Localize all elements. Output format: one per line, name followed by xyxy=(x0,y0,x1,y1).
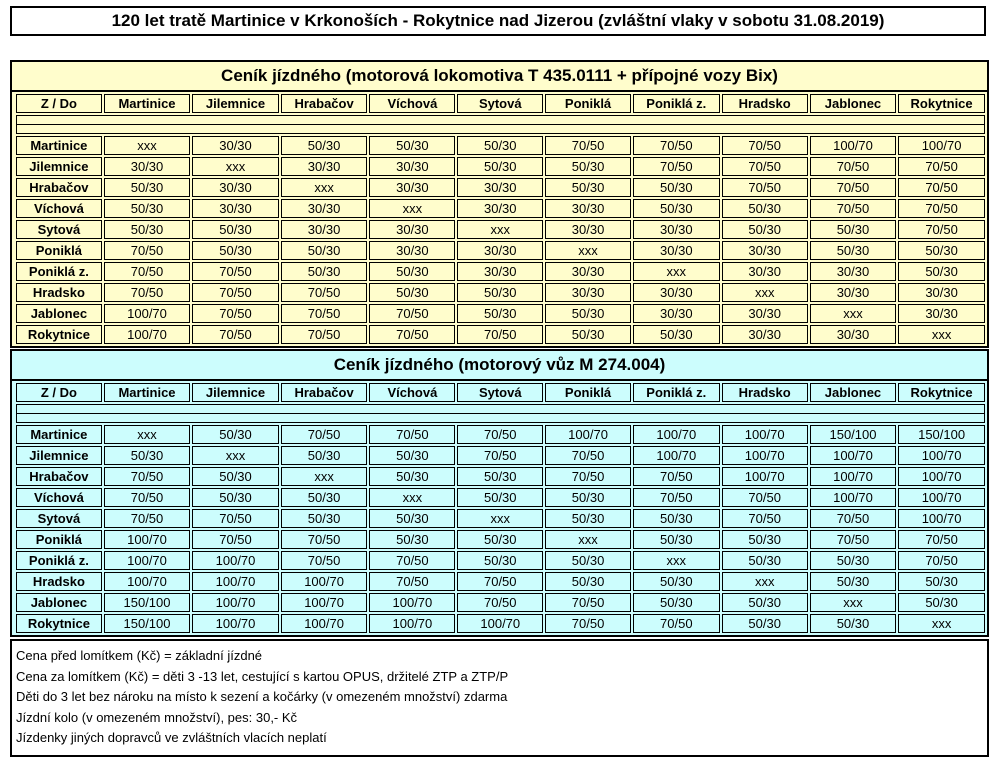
fare-cell: 70/50 xyxy=(810,178,896,197)
fare-cell: 50/30 xyxy=(633,509,720,528)
column-header: Hradsko xyxy=(722,383,808,402)
fare-cell: 70/50 xyxy=(457,593,543,612)
note-line: Jízdenky jiných dopravců ve zvláštních vlacích neplatí xyxy=(16,730,327,745)
fare-cell: 30/30 xyxy=(369,157,455,176)
fare-cell: 100/70 xyxy=(192,593,279,612)
fare-cell: 50/30 xyxy=(545,551,631,570)
row-header: Víchová xyxy=(16,199,102,218)
fare-cell: 30/30 xyxy=(722,241,808,260)
fare-cell: 70/50 xyxy=(457,325,543,344)
fare-cell: 70/50 xyxy=(898,199,985,218)
fare-cell: 50/30 xyxy=(898,262,985,281)
fare-cell: 70/50 xyxy=(192,283,279,302)
fare-cell: 30/30 xyxy=(369,178,455,197)
fare-cell: 30/30 xyxy=(104,157,190,176)
fare-cell: 50/30 xyxy=(192,467,279,486)
header-row xyxy=(16,383,985,402)
fare-cell: 50/30 xyxy=(457,136,543,155)
fare-cell: 50/30 xyxy=(281,446,368,465)
fare-cell: 70/50 xyxy=(545,446,631,465)
fare-cell: 30/30 xyxy=(898,304,985,323)
fare-cell: 100/70 xyxy=(192,614,279,633)
fare-cell: 70/50 xyxy=(633,136,720,155)
table-row xyxy=(16,178,985,197)
fare-cell: 50/30 xyxy=(810,614,896,633)
fare-cell: 100/70 xyxy=(104,530,190,549)
fare-table-heading: Ceník jízdného (motorový vůz M 274.004) xyxy=(12,351,987,381)
fare-cell: 50/30 xyxy=(633,325,720,344)
fare-cell: 70/50 xyxy=(457,425,543,444)
fare-cell: 30/30 xyxy=(722,325,808,344)
fare-cell: 30/30 xyxy=(369,220,455,239)
fare-cell: xxx xyxy=(633,262,720,281)
fare-cell: 70/50 xyxy=(722,136,808,155)
fare-cell: 70/50 xyxy=(281,425,368,444)
fare-cell: 70/50 xyxy=(104,509,190,528)
fare-cell: 50/30 xyxy=(722,614,808,633)
fare-cell: xxx xyxy=(104,136,190,155)
column-header: Sytová xyxy=(457,383,543,402)
fare-cell: 70/50 xyxy=(104,283,190,302)
fare-cell: 70/50 xyxy=(633,488,720,507)
fare-cell: 100/70 xyxy=(898,467,985,486)
note-line: Jízdní kolo (v omezeném množství), pes: 30,- Kč xyxy=(16,709,298,725)
fare-cell: 50/30 xyxy=(633,178,720,197)
fare-cell: 70/50 xyxy=(192,325,279,344)
fare-cell: 30/30 xyxy=(281,199,368,218)
fare-cell: 70/50 xyxy=(545,614,631,633)
fare-cell: 70/50 xyxy=(281,283,368,302)
table-row xyxy=(16,136,985,155)
fare-cell: 50/30 xyxy=(104,199,190,218)
fare-cell: 50/30 xyxy=(810,241,896,260)
table-row xyxy=(16,467,985,486)
fare-cell: xxx xyxy=(369,199,455,218)
fare-cell: 30/30 xyxy=(633,241,720,260)
header-row xyxy=(16,94,985,113)
row-header: Hradsko xyxy=(16,572,102,591)
fare-cell: 30/30 xyxy=(281,157,368,176)
fare-cell: 50/30 xyxy=(457,283,543,302)
fare-cell: 50/30 xyxy=(369,467,455,486)
table-row xyxy=(16,488,985,507)
fare-cell: 100/70 xyxy=(810,467,896,486)
fare-cell: 70/50 xyxy=(898,551,985,570)
note-line: Cena před lomítkem (Kč) = základní jízdné xyxy=(16,648,263,663)
fare-cell: 50/30 xyxy=(545,178,631,197)
fare-cell: 70/50 xyxy=(457,446,543,465)
fare-cell: 70/50 xyxy=(104,241,190,260)
fare-cell: xxx xyxy=(457,220,543,239)
fare-cell: 50/30 xyxy=(457,304,543,323)
fare-cell: 30/30 xyxy=(722,304,808,323)
table-row xyxy=(16,157,985,176)
fare-cell: 70/50 xyxy=(369,304,455,323)
fare-cell: 30/30 xyxy=(633,220,720,239)
row-header: Hrabačov xyxy=(16,467,102,486)
fare-cell: 30/30 xyxy=(810,325,896,344)
fare-cell: 100/70 xyxy=(898,509,985,528)
fare-cell: xxx xyxy=(898,325,985,344)
fare-cell: 70/50 xyxy=(722,488,808,507)
fare-cell: 50/30 xyxy=(545,304,631,323)
fare-cell: 100/70 xyxy=(192,572,279,591)
column-header: Jilemnice xyxy=(192,383,279,402)
fare-cell: 100/70 xyxy=(281,593,368,612)
column-header: Jilemnice xyxy=(192,94,279,113)
fare-cell: 100/70 xyxy=(104,551,190,570)
fare-cell: 50/30 xyxy=(369,509,455,528)
table-row xyxy=(16,509,985,528)
fare-cell: 30/30 xyxy=(545,283,631,302)
fare-cell: 30/30 xyxy=(898,283,985,302)
fare-cell: 70/50 xyxy=(633,467,720,486)
row-header: Jilemnice xyxy=(16,446,102,465)
fare-cell: 70/50 xyxy=(722,509,808,528)
table-row xyxy=(16,304,985,323)
fare-grid xyxy=(14,381,987,635)
fare-cell: 50/30 xyxy=(633,530,720,549)
fare-cell: 30/30 xyxy=(192,136,279,155)
fare-cell: 30/30 xyxy=(457,262,543,281)
fare-cell: 70/50 xyxy=(281,530,368,549)
fare-cell: 30/30 xyxy=(457,241,543,260)
fare-cell: xxx xyxy=(281,467,368,486)
fare-notes xyxy=(10,639,989,757)
fare-cell: 70/50 xyxy=(281,325,368,344)
fare-cell: 30/30 xyxy=(369,241,455,260)
fare-cell: 30/30 xyxy=(457,178,543,197)
column-header: Poniklá xyxy=(545,383,631,402)
row-header: Hrabačov xyxy=(16,178,102,197)
row-header: Rokytnice xyxy=(16,325,102,344)
fare-cell: 100/70 xyxy=(810,488,896,507)
fare-cell: xxx xyxy=(722,572,808,591)
fare-cell: 70/50 xyxy=(369,425,455,444)
column-header: Hrabačov xyxy=(281,383,368,402)
fare-cell: 70/50 xyxy=(898,530,985,549)
fare-cell: 100/70 xyxy=(898,488,985,507)
column-header: Poniklá xyxy=(545,94,631,113)
row-header: Hradsko xyxy=(16,283,102,302)
fare-cell: 50/30 xyxy=(457,467,543,486)
fare-cell: xxx xyxy=(810,593,896,612)
fare-cell: 70/50 xyxy=(898,157,985,176)
column-header: Martinice xyxy=(104,383,190,402)
note-line: Cena za lomítkem (Kč) = děti 3 -13 let, cestující s kartou OPUS, držitelé ZTP a ZTP/P xyxy=(16,668,509,684)
fare-cell: 100/70 xyxy=(810,446,896,465)
fare-cell: 50/30 xyxy=(898,241,985,260)
fare-cell: 50/30 xyxy=(457,530,543,549)
fare-cell: 70/50 xyxy=(104,488,190,507)
fare-cell: xxx xyxy=(545,241,631,260)
fare-cell: 30/30 xyxy=(281,220,368,239)
row-header: Jilemnice xyxy=(16,157,102,176)
fare-cell: 30/30 xyxy=(810,283,896,302)
column-header: Jablonec xyxy=(810,94,896,113)
fare-cell: 100/70 xyxy=(722,467,808,486)
fare-cell: 70/50 xyxy=(369,572,455,591)
row-header: Víchová xyxy=(16,488,102,507)
fare-cell: 50/30 xyxy=(281,136,368,155)
fare-cell: 50/30 xyxy=(281,262,368,281)
fare-cell: xxx xyxy=(633,551,720,570)
fare-cell: 150/100 xyxy=(810,425,896,444)
fare-cell: xxx xyxy=(722,283,808,302)
fare-cell: 70/50 xyxy=(457,572,543,591)
fare-cell: 100/70 xyxy=(722,446,808,465)
fare-cell: 50/30 xyxy=(810,572,896,591)
fare-cell: 50/30 xyxy=(545,572,631,591)
fare-cell: xxx xyxy=(192,157,279,176)
fare-cell: 50/30 xyxy=(898,572,985,591)
fare-cell: xxx xyxy=(457,509,543,528)
fare-cell: xxx xyxy=(369,488,455,507)
fare-cell: 50/30 xyxy=(192,241,279,260)
table-row xyxy=(16,530,985,549)
row-header: Martinice xyxy=(16,425,102,444)
column-header: Hradsko xyxy=(722,94,808,113)
note-line: Děti do 3 let bez nároku na místo k sezení a kočárky (v omezeném množství) zdarma xyxy=(16,689,508,704)
fare-cell: 50/30 xyxy=(369,530,455,549)
fare-cell: xxx xyxy=(898,614,985,633)
table-row xyxy=(16,220,985,239)
row-header: Poniklá xyxy=(16,530,102,549)
fare-cell: 100/70 xyxy=(898,136,985,155)
table-row xyxy=(16,283,985,302)
table-row xyxy=(16,262,985,281)
fare-cell: 70/50 xyxy=(369,551,455,570)
fare-cell: 100/70 xyxy=(369,614,455,633)
row-header: Sytová xyxy=(16,509,102,528)
column-header: Rokytnice xyxy=(898,383,985,402)
fare-cell: 100/70 xyxy=(369,593,455,612)
column-header: Víchová xyxy=(369,94,455,113)
fare-cell: 70/50 xyxy=(545,593,631,612)
row-header: Poniklá z. xyxy=(16,551,102,570)
fare-cell: 50/30 xyxy=(281,241,368,260)
fare-cell: 50/30 xyxy=(192,220,279,239)
fare-cell: 100/70 xyxy=(545,425,631,444)
fare-cell: 70/50 xyxy=(633,614,720,633)
fare-cell: 70/50 xyxy=(192,509,279,528)
fare-cell: 50/30 xyxy=(457,551,543,570)
fare-cell: 50/30 xyxy=(369,446,455,465)
fare-cell: 50/30 xyxy=(104,220,190,239)
fare-cell: 30/30 xyxy=(192,199,279,218)
fare-cell: 70/50 xyxy=(898,220,985,239)
fare-cell: 50/30 xyxy=(281,488,368,507)
fare-cell: 100/70 xyxy=(192,551,279,570)
fare-cell: 70/50 xyxy=(369,325,455,344)
fare-cell: 50/30 xyxy=(898,593,985,612)
corner-cell: Z / Do xyxy=(16,383,102,402)
fare-cell: 50/30 xyxy=(369,283,455,302)
fare-cell: 100/70 xyxy=(633,446,720,465)
table-row xyxy=(16,614,985,633)
page-title: 120 let tratě Martinice v Krkonoších - Rokytnice nad Jizerou (zvláštní vlaky v sobotu 31.08.2019) xyxy=(10,6,986,36)
fare-cell: 70/50 xyxy=(545,467,631,486)
fare-cell: 50/30 xyxy=(545,157,631,176)
fare-table-heading: Ceník jízdného (motorová lokomotiva T 435.0111 + přípojné vozy Bix) xyxy=(12,62,987,92)
fare-cell: 70/50 xyxy=(633,157,720,176)
column-header: Rokytnice xyxy=(898,94,985,113)
row-header: Martinice xyxy=(16,136,102,155)
fare-cell: 50/30 xyxy=(545,325,631,344)
column-header: Sytová xyxy=(457,94,543,113)
fare-cell: 150/100 xyxy=(898,425,985,444)
fare-cell: 50/30 xyxy=(457,157,543,176)
fare-cell: 100/70 xyxy=(810,136,896,155)
fare-cell: 70/50 xyxy=(104,467,190,486)
fare-cell: 30/30 xyxy=(633,304,720,323)
fare-cell: 150/100 xyxy=(104,614,190,633)
fare-cell: 50/30 xyxy=(281,509,368,528)
table-row xyxy=(16,593,985,612)
fare-cell: 100/70 xyxy=(898,446,985,465)
fare-cell: xxx xyxy=(810,304,896,323)
table-row xyxy=(16,325,985,344)
fare-cell: 100/70 xyxy=(633,425,720,444)
fare-cell: 150/100 xyxy=(104,593,190,612)
fare-cell: 100/70 xyxy=(104,304,190,323)
fare-cell: 70/50 xyxy=(898,178,985,197)
fare-cell: 50/30 xyxy=(369,262,455,281)
fare-cell: 50/30 xyxy=(457,488,543,507)
column-header: Martinice xyxy=(104,94,190,113)
row-header: Jablonec xyxy=(16,304,102,323)
fare-table-locomotive xyxy=(10,60,989,348)
fare-cell: 70/50 xyxy=(281,551,368,570)
fare-cell: 50/30 xyxy=(722,551,808,570)
fare-grid xyxy=(14,92,987,346)
fare-cell: 50/30 xyxy=(810,551,896,570)
fare-cell: xxx xyxy=(545,530,631,549)
fare-cell: xxx xyxy=(104,425,190,444)
fare-cell: 100/70 xyxy=(281,614,368,633)
fare-cell: 50/30 xyxy=(722,530,808,549)
fare-cell: 50/30 xyxy=(104,178,190,197)
fare-cell: 50/30 xyxy=(810,220,896,239)
fare-cell: xxx xyxy=(281,178,368,197)
fare-cell: 50/30 xyxy=(722,199,808,218)
fare-cell: 70/50 xyxy=(810,199,896,218)
row-header: Poniklá xyxy=(16,241,102,260)
row-header: Jablonec xyxy=(16,593,102,612)
fare-cell: 70/50 xyxy=(192,262,279,281)
fare-cell: 30/30 xyxy=(457,199,543,218)
fare-cell: 50/30 xyxy=(192,425,279,444)
fare-cell: 50/30 xyxy=(633,199,720,218)
fare-cell: 70/50 xyxy=(810,157,896,176)
fare-cell: 50/30 xyxy=(369,136,455,155)
fare-cell: 50/30 xyxy=(104,446,190,465)
fare-cell: xxx xyxy=(192,446,279,465)
fare-cell: 100/70 xyxy=(104,325,190,344)
column-header: Poniklá z. xyxy=(633,94,720,113)
table-row xyxy=(16,199,985,218)
fare-cell: 100/70 xyxy=(104,572,190,591)
fare-cell: 30/30 xyxy=(722,262,808,281)
column-header: Hrabačov xyxy=(281,94,368,113)
fare-cell: 50/30 xyxy=(722,593,808,612)
fare-cell: 70/50 xyxy=(722,178,808,197)
fare-cell: 70/50 xyxy=(192,304,279,323)
corner-cell: Z / Do xyxy=(16,94,102,113)
table-row xyxy=(16,551,985,570)
fare-cell: 70/50 xyxy=(810,509,896,528)
table-row xyxy=(16,572,985,591)
table-row xyxy=(16,425,985,444)
fare-cell: 30/30 xyxy=(545,262,631,281)
fare-cell: 70/50 xyxy=(281,304,368,323)
column-header: Jablonec xyxy=(810,383,896,402)
fare-cell: 100/70 xyxy=(281,572,368,591)
fare-cell: 50/30 xyxy=(192,488,279,507)
fare-cell: 50/30 xyxy=(545,509,631,528)
fare-cell: 30/30 xyxy=(192,178,279,197)
table-row xyxy=(16,241,985,260)
fare-cell: 30/30 xyxy=(633,283,720,302)
fare-cell: 70/50 xyxy=(810,530,896,549)
fare-cell: 70/50 xyxy=(545,136,631,155)
fare-cell: 100/70 xyxy=(457,614,543,633)
fare-cell: 70/50 xyxy=(192,530,279,549)
fare-cell: 100/70 xyxy=(722,425,808,444)
table-row xyxy=(16,446,985,465)
fare-table-railcar xyxy=(10,349,989,637)
row-header: Sytová xyxy=(16,220,102,239)
column-header: Víchová xyxy=(369,383,455,402)
column-header: Poniklá z. xyxy=(633,383,720,402)
fare-cell: 50/30 xyxy=(633,593,720,612)
fare-cell: 50/30 xyxy=(633,572,720,591)
fare-cell: 30/30 xyxy=(545,220,631,239)
fare-cell: 50/30 xyxy=(722,220,808,239)
row-header: Rokytnice xyxy=(16,614,102,633)
fare-cell: 50/30 xyxy=(545,488,631,507)
fare-cell: 70/50 xyxy=(104,262,190,281)
row-header: Poniklá z. xyxy=(16,262,102,281)
fare-cell: 30/30 xyxy=(545,199,631,218)
fare-cell: 30/30 xyxy=(810,262,896,281)
fare-cell: 70/50 xyxy=(722,157,808,176)
